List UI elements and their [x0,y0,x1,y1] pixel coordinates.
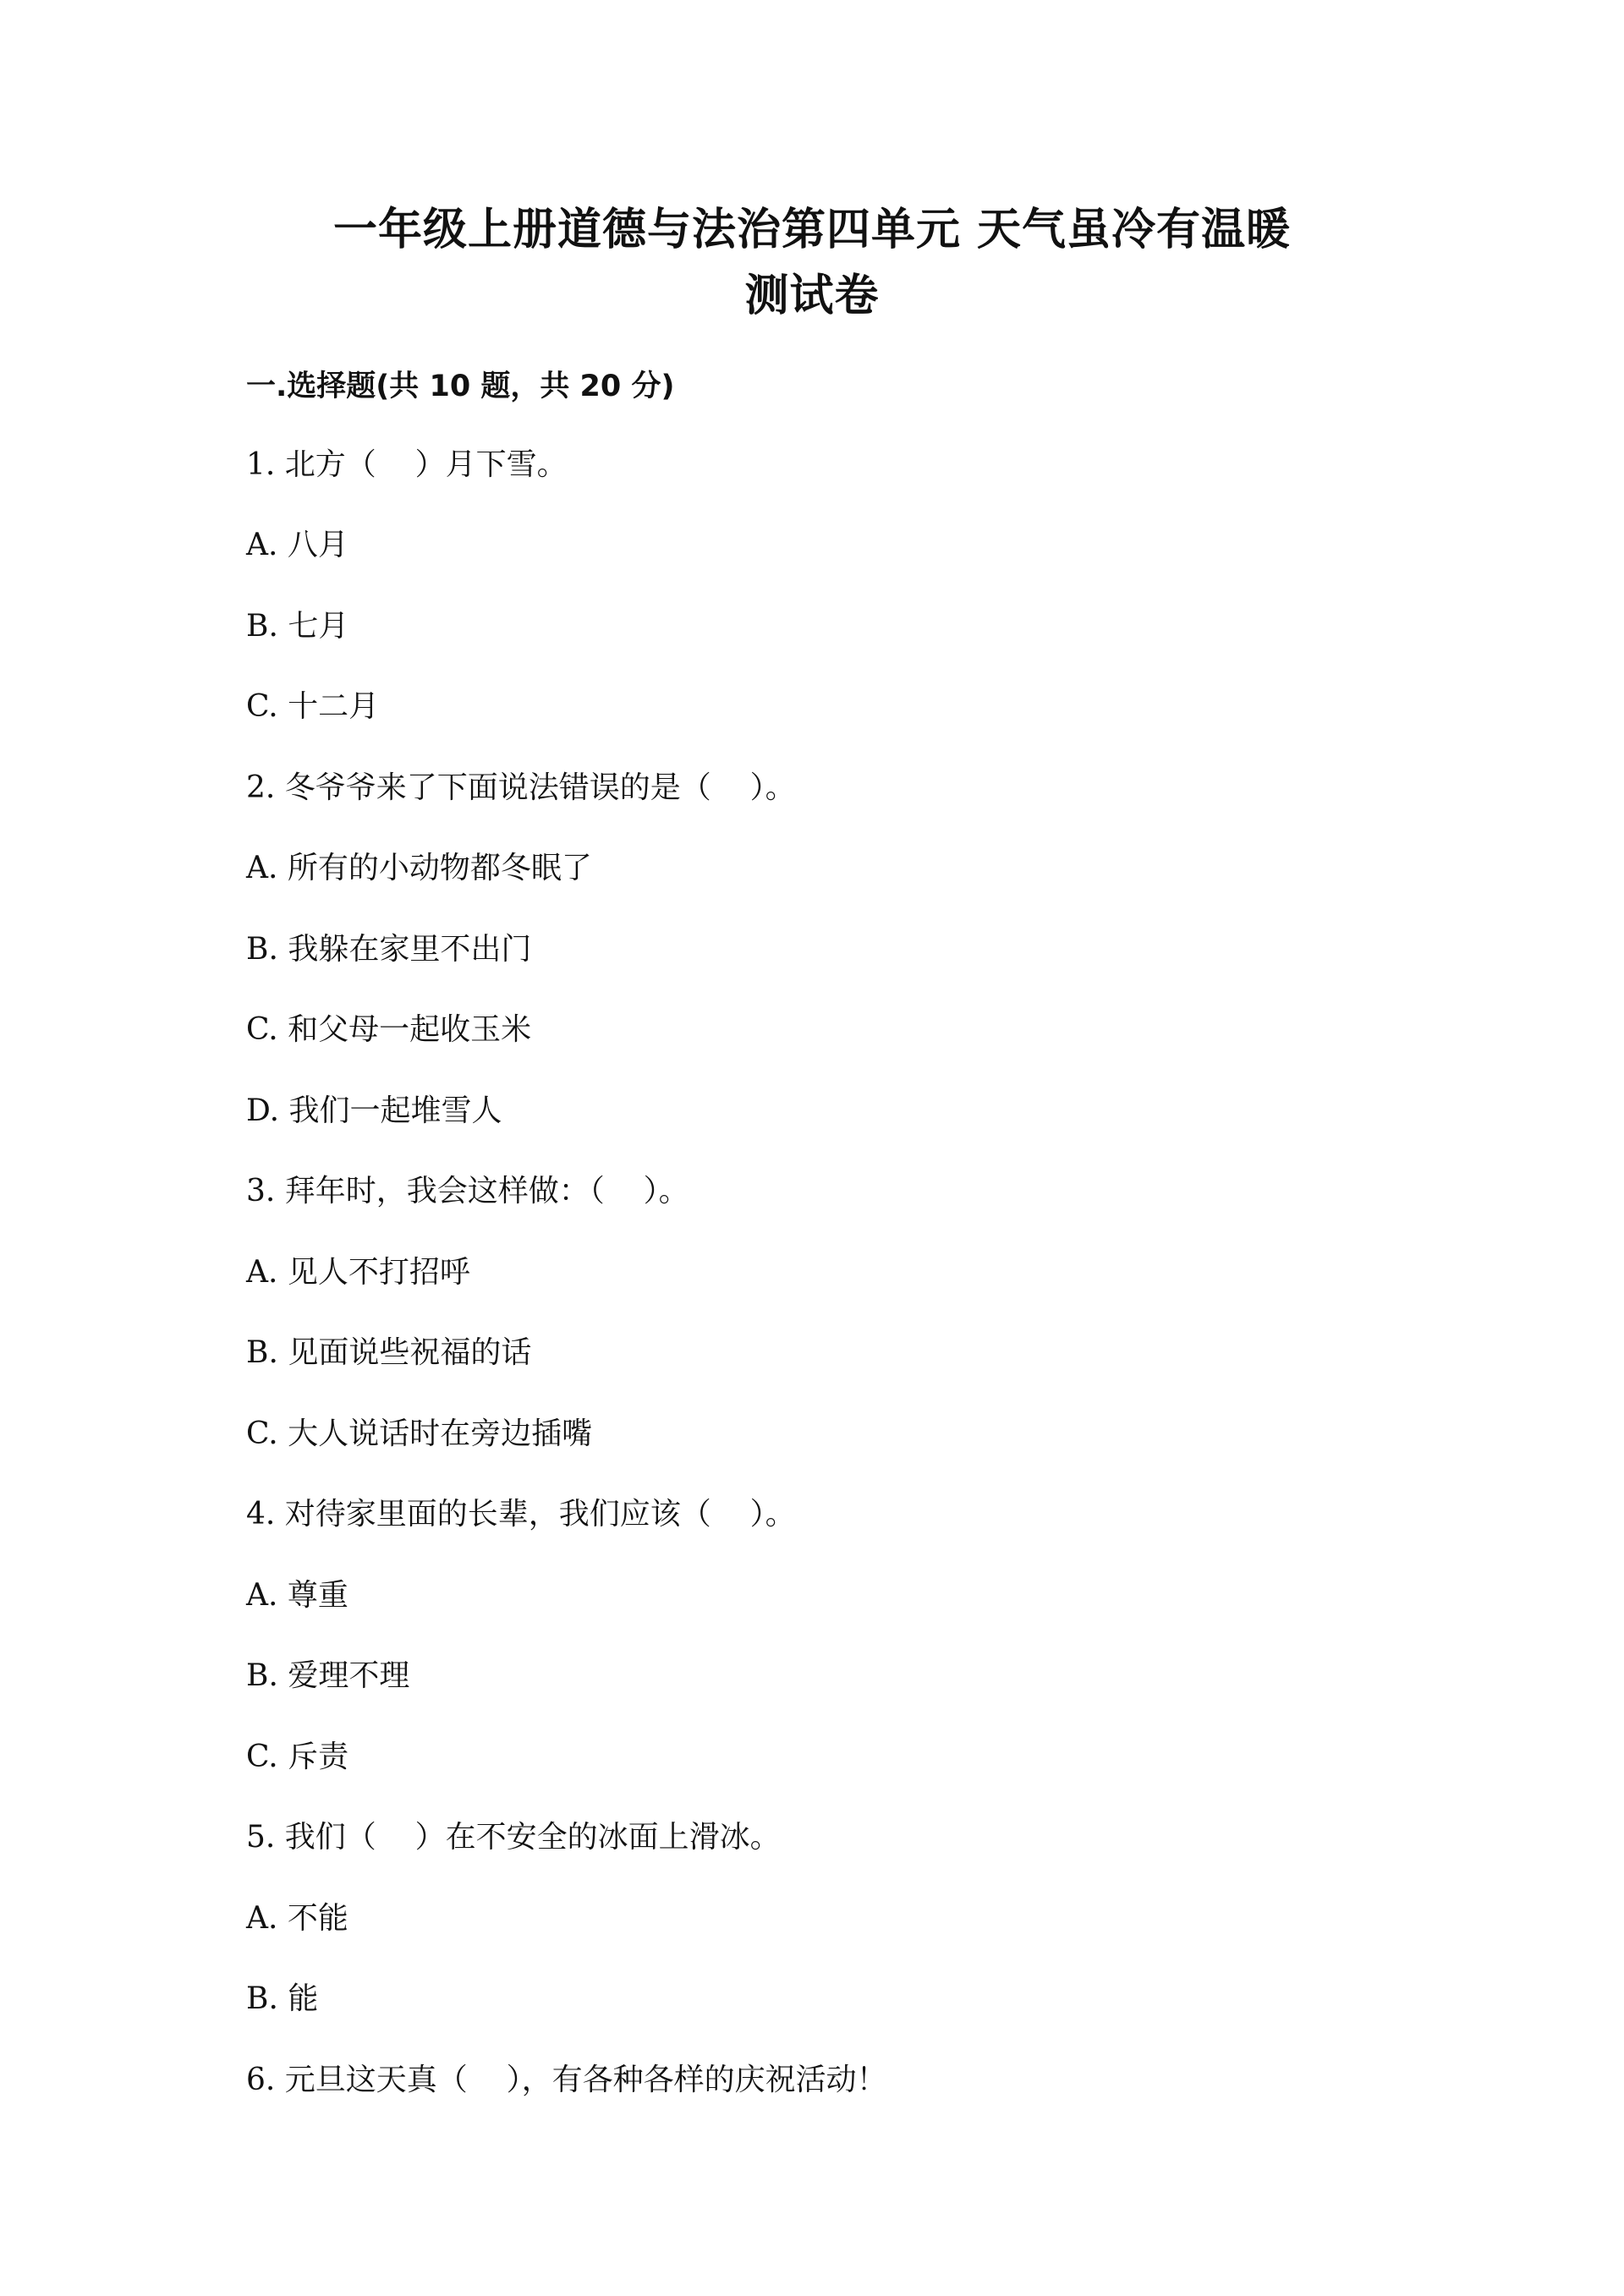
question-3-option-b: B. 见面说些祝福的话 [246,1335,532,1370]
question-5-option-a: A. 不能 [246,1901,348,1936]
question-3-option-a: A. 见人不打招呼 [246,1255,470,1290]
question-3-option-c: C. 大人说话时在旁边插嘴 [246,1417,593,1451]
question-1-option-a: A. 八月 [246,528,348,562]
question-1-option-c: C. 十二月 [246,689,380,724]
question-5-option-b: B. 能 [246,1981,319,2016]
question-2-stem: 2. 冬爷爷来了下面说法错误的是（ ）。 [246,770,796,805]
question-4-option-c: C. 斥责 [246,1740,349,1774]
question-1-stem: 1. 北方（ ）月下雪。 [246,447,568,482]
page-title-line-1: 一年级上册道德与法治第四单元 天气虽冷有温暖 [332,205,1292,255]
question-2-option-d: D. 我们一起堆雪人 [246,1093,502,1128]
question-2-option-c: C. 和父母一起收玉米 [246,1012,532,1047]
question-6-stem: 6. 元旦这天真（ ），有各种各样的庆祝活动！ [246,2063,887,2097]
question-1-option-b: B. 七月 [246,609,349,644]
question-2-option-b: B. 我躲在家里不出门 [246,932,532,967]
question-4-option-b: B. 爱理不理 [246,1658,410,1693]
page-title-line-2: 测试卷 [744,271,880,321]
question-2-option-a: A. 所有的小动物都冬眠了 [246,851,592,885]
question-3-stem: 3. 拜年时，我会这样做：（ ）。 [246,1174,689,1208]
section-heading: 一.选择题(共 10 题，共 20 分) [246,370,675,403]
question-4-option-a: A. 尊重 [246,1578,348,1613]
question-4-stem: 4. 对待家里面的长辈，我们应该（ ）。 [246,1497,796,1532]
question-5-stem: 5. 我们（ ）在不安全的冰面上滑冰。 [246,1820,781,1855]
